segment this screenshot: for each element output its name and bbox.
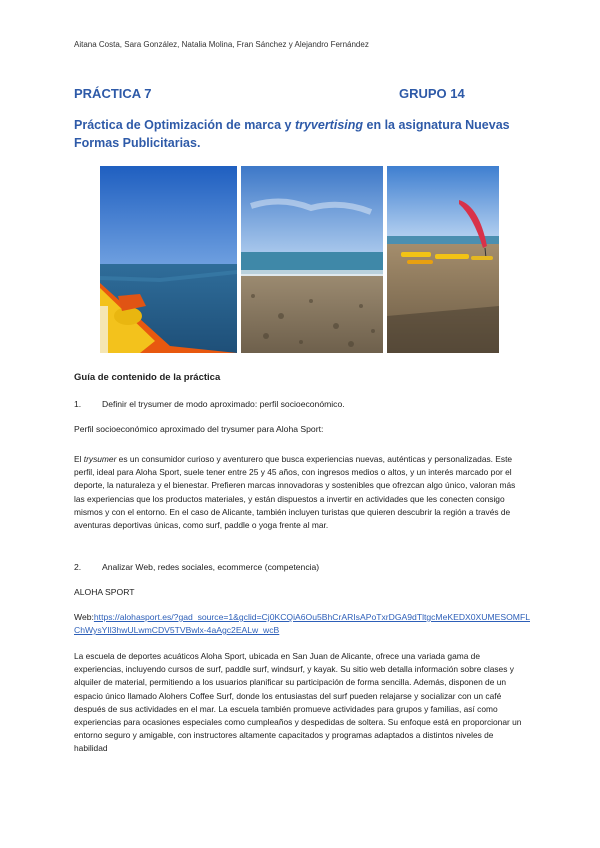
web-link[interactable]: https://alohasport.es/?gad_source=1&gclid=Cj0KCQiA6Ou5BhCrARIsAPoTxrDGA9dTltgcMeKEDX0XUMESOMFLChWysYIl3hwULwmCDV5TVBwlx-4aAgc2EALw_wcB [74,612,530,635]
list-item-2: 2. Analizar Web, redes sociales, ecommerce (competencia) [74,562,320,572]
profile-label: Perfil socioeconómico aproximado del trysumer para Aloha Sport: [74,424,324,434]
web-line [74,611,534,637]
aloha-heading: ALOHA SPORT [74,587,135,597]
group-number: GRUPO 14 [399,86,465,101]
guide-heading: Guía de contenido de la práctica [74,372,221,383]
profile-paragraph: El trysumer es un consumidor curioso y aventurero que busca experiencias nuevas, auténticas y personalizadas. Este perfil, ideal para Aloha Sport, suele tener entre 25 y 45 años, con ingresos medios o altos, y un interés marcado por el deporte, la naturaleza y el bienestar. Prefieren marcas innovadoras y sostenibles que ofrezcan algo único, valoran más las experiencias que los productos materiales, y están dispuestos a invertir en actividades que les conecten consigo mismos y con el entorno. En el caso de Alicante, también incluyen turistas que quieren descubrir la región a través de aventuras deportivas únicas, como surf, paddle o yoga frente al mar. [74,454,516,531]
document-title: Práctica de Optimización de marca y tryvertising en la asignatura Nuevas Formas Publicitarias. [74,118,510,150]
authors-header: Aitana Costa, Sara González, Natalia Molina, Fran Sánchez y Alejandro Fernández [74,40,369,49]
list-item-1: 1. Definir el trysumer de modo aproximado: perfil socioeconómico. [74,399,345,409]
photo-beach-flag [387,166,499,353]
photo-kayak [100,166,237,353]
aloha-paragraph: La escuela de deportes acuáticos Aloha Sport, ubicada en San Juan de Alicante, ofrece una variada gama de experiencias, incluyendo cursos de surf, paddle surf, windsurf, y kayak. Su sitio web detalla información sobre clases y alquiler de material, permitiendo a los usuarios planificar su participación de forma sencilla. Además, disponen de un espacio único llamado Alohers Coffee Surf, donde los entusiastas del surf pueden relajarse y socializar con un café después de sus actividades en el mar. La escuela también promueve actividades para grupos y familias, así como experiencias para ocasiones especiales como cumpleaños y despedidas de soltera. Su enfoque está en proporcionar un entorno seguro y amigable, con instructores altamente capacitados y programas adaptados a distintos niveles de habilidad [74,651,522,754]
practice-number: PRÁCTICA 7 [74,86,152,101]
photo-beach [241,166,383,353]
web-label: Web: [74,612,94,622]
